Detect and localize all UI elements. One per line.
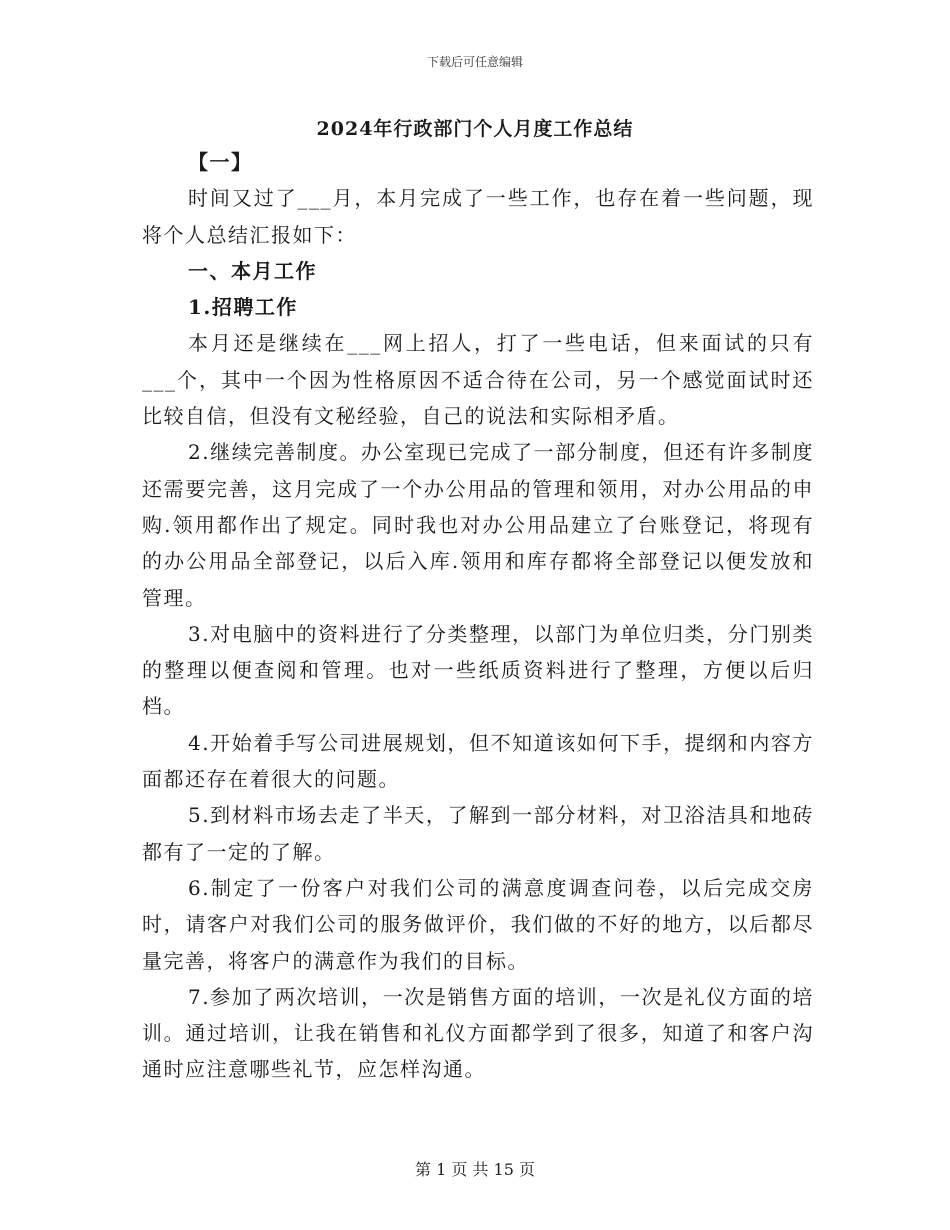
section-marker: 【一】 — [188, 150, 253, 174]
header-note: 下载后可任意编辑 — [426, 55, 523, 69]
document-body — [142, 144, 814, 1088]
document-title: 2024年行政部门个人月度工作总结 — [316, 118, 634, 140]
item-paragraph-7: 7.参加了两次培训，一次是销售方面的培训，一次是礼仪方面的培训。通过培训，让我在销售和礼仪方面都学到了很多，知道了和客户沟通时应注意哪些礼节，应怎样沟通。 — [142, 984, 814, 1082]
subsection-heading: 1.招聘工作 — [188, 295, 298, 320]
page-number-footer: 第 1 页 共 15 页 — [415, 1160, 535, 1179]
intro-paragraph: 时间又过了___月，本月完成了一些工作，也存在着一些问题，现将个人总结汇报如下： — [142, 186, 814, 247]
item-paragraph-6: 6.制定了一份客户对我们公司的满意度调查问卷，以后完成交房时，请客户对我们公司的服务做评价，我们做的不好的地方，以后都尽量完善，将客户的满意作为我们的目标。 — [142, 875, 814, 973]
item-paragraph-5: 5.到材料市场去走了半天，了解到一部分材料，对卫浴洁具和地砖都有了一定的了解。 — [142, 803, 814, 864]
item-paragraph-2: 2.继续完善制度。办公室现已完成了一部分制度，但还有许多制度还需要完善，这月完成了一个办公用品的管理和领用，对办公用品的申购.领用都作出了规定。同时我也对办公用品建立了台账登记，将现有的办公用品全部登记，以后入库.领用和库存都将全部登记以便发放和管理。 — [142, 440, 814, 610]
item-paragraph-3: 3.对电脑中的资料进行了分类整理，以部门为单位归类，分门别类的整理以便查阅和管理。也对一些纸质资料进行了整理，方便以后归档。 — [142, 621, 814, 719]
recruitment-paragraph: 本月还是继续在___网上招人，打了一些电话，但来面试的只有___个，其中一个因为性格原因不适合待在公司，另一个感觉面试时还比较自信，但没有文秘经验，自己的说法和实际相矛盾。 — [142, 331, 814, 429]
item-paragraph-4: 4.开始着手写公司进展规划，但不知道该如何下手，提纲和内容方面都还存在着很大的问题。 — [142, 730, 814, 792]
section-heading: 一、本月工作 — [188, 258, 317, 283]
